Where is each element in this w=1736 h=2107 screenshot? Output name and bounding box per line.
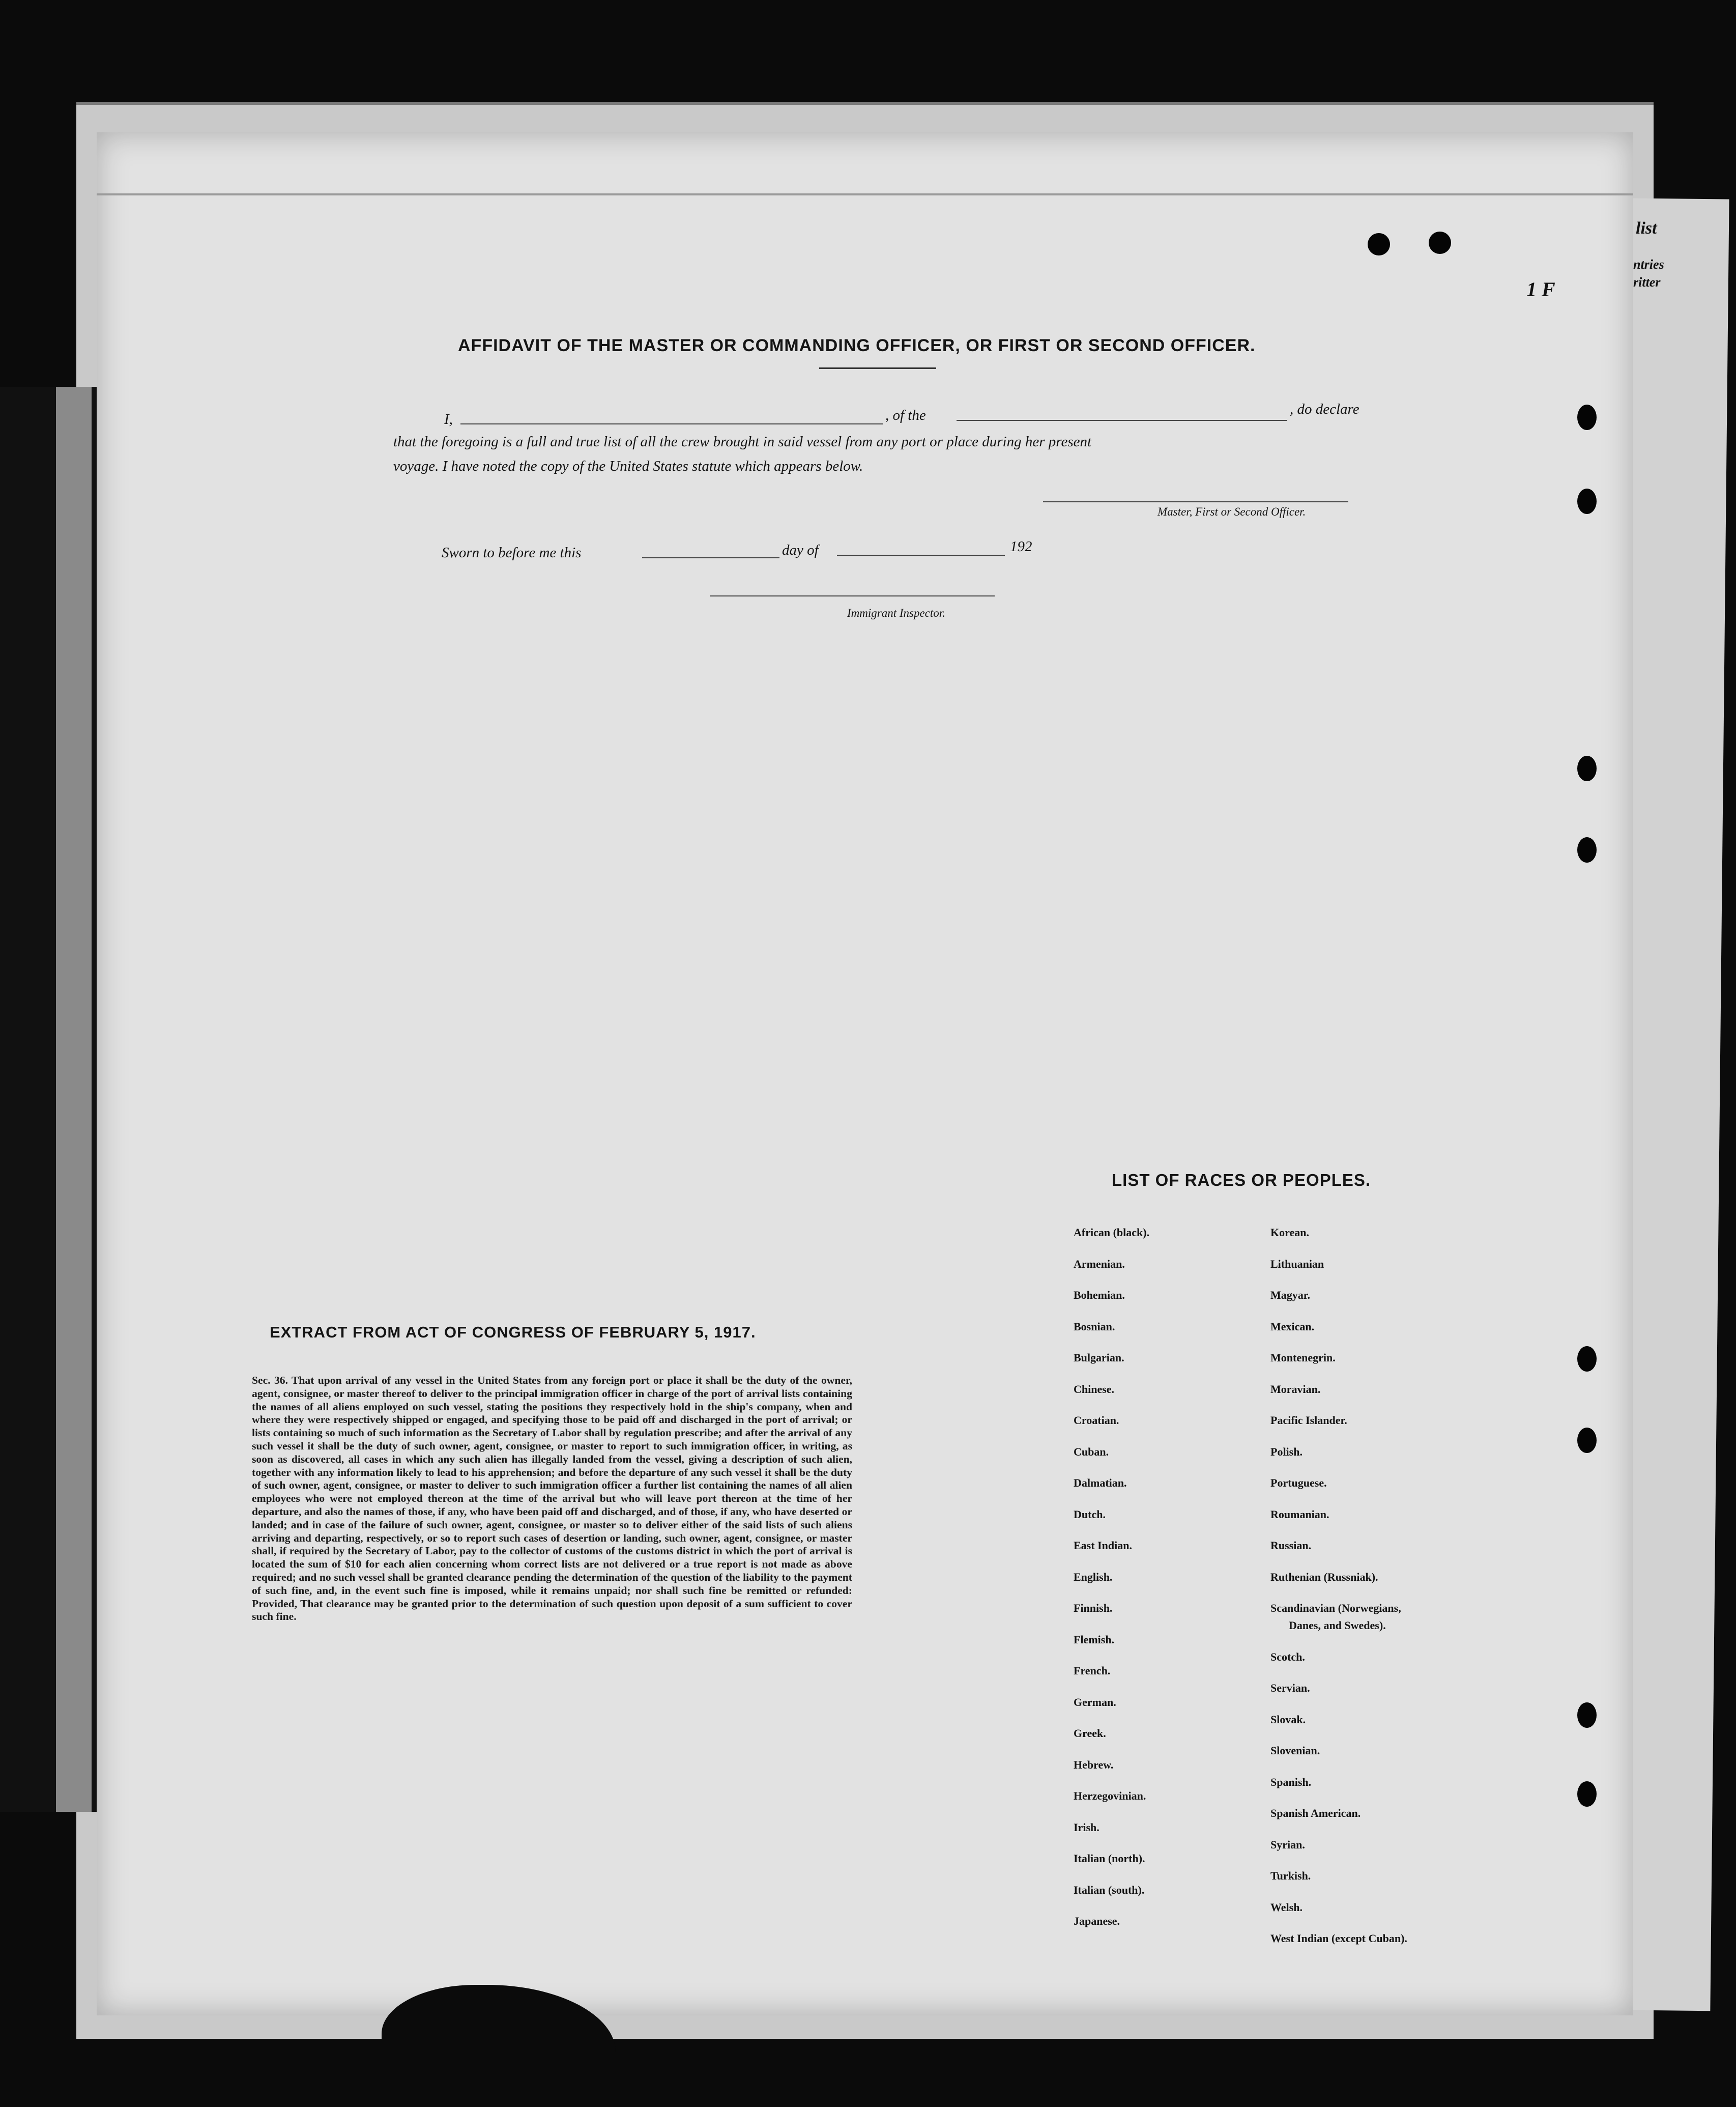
race-item: Irish. bbox=[1074, 1820, 1100, 1834]
affidavit-declare: , do declare bbox=[1290, 401, 1359, 417]
race-item: Slovak. bbox=[1270, 1713, 1306, 1726]
race-item: East Indian. bbox=[1074, 1539, 1132, 1552]
race-item: Spanish American. bbox=[1270, 1807, 1361, 1819]
race-item: Italian (south). bbox=[1074, 1883, 1145, 1896]
race-item: Armenian. bbox=[1074, 1257, 1125, 1270]
vessel-blank bbox=[957, 420, 1287, 421]
race-item: German. bbox=[1074, 1695, 1116, 1709]
race-item: Scotch. bbox=[1270, 1650, 1305, 1663]
race-item: Portuguese. bbox=[1270, 1476, 1327, 1489]
punch-hole bbox=[1577, 1428, 1597, 1453]
race-item: Scandinavian (Norwegians, bbox=[1270, 1602, 1401, 1614]
race-item: English. bbox=[1074, 1570, 1113, 1583]
margin-text: ntries bbox=[1633, 257, 1664, 272]
inspector-caption: Immigrant Inspector. bbox=[847, 607, 945, 619]
day-of: day of bbox=[782, 542, 819, 558]
month-blank bbox=[837, 555, 1005, 556]
margin-text: list bbox=[1636, 219, 1657, 238]
race-item: Bohemian. bbox=[1074, 1289, 1125, 1301]
statute-text: Sec. 36. That upon arrival of any vessel in the United States from any foreign port or place it shall be the duty of the owner, agent, consignee, or master thereof to deliver to the principal immigration officer in charge of the port of arrival lists containing the names of all aliens employed on such vessel, stating the positions they respectively hold in the ship's company, when and where they were respectively shipped or engaged, and specifying those to be paid off and discharged in the port of arrival; or lists containing so much of such information as the Secretary of Labor shall by regulation prescribe; and after the arrival of any such vessel it shall be the duty of such owner, agent, consignee, or master to report to such immigration officer, in writing, as soon as discovered, all cases in which any such alien has illegally landed from the vessel, giving a description of such alien, together with any information likely to lead to his apprehension; and before the departure of any such vessel it shall be the duty of such owner, agent, consignee, or master to deliver to such immigration officer a further list containing the names of all alien employees who were not employed thereon at the time of the arrival but who will leave port thereon at the time of her departure, and also the names of those, if any, who have been paid off and discharged, and of those, if any, who have deserted or landed; and in case of the failure of such owner, agent, consignee, or master so to deliver either of the said lists of such aliens arriving and departing, respectively, or so to report such cases of desertion or landing, such owner, agent, consignee, or master shall, if required by the Secretary of Labor, pay to the collector of customs of the customs district in which the port of arrival is located the sum of $10 for each alien concerning whom correct lists are not delivered or a true report is not made as above required; and no such vessel shall be granted clearance pending the determination of the question of the liability to the payment of such fine, and, in the event such fine is imposed, while it remains unpaid; nor shall such fine be remitted or refunded: Provided, That clearance may be granted prior to the determination of such question upon deposit of a sum sufficient to cover such fine. bbox=[252, 1374, 852, 1623]
left-edge-shadow bbox=[0, 387, 97, 1812]
races-right-column bbox=[1270, 1227, 1407, 1964]
race-item: Italian (north). bbox=[1074, 1852, 1145, 1865]
race-item: Danes, and Swedes). bbox=[1289, 1619, 1386, 1632]
race-item: Russian. bbox=[1270, 1539, 1312, 1552]
race-item: Cuban. bbox=[1074, 1445, 1109, 1458]
punch-hole bbox=[1577, 1702, 1597, 1728]
name-blank bbox=[460, 423, 883, 424]
punch-hole bbox=[1577, 756, 1597, 781]
race-item: Servian. bbox=[1270, 1682, 1310, 1694]
race-item: Polish. bbox=[1270, 1445, 1303, 1458]
punch-hole bbox=[1577, 837, 1597, 863]
punch-hole bbox=[1368, 233, 1390, 255]
affidavit-title: AFFIDAVIT OF THE MASTER OR COMMANDING OFFICER, OR FIRST OR SECOND OFFICER. bbox=[458, 336, 1256, 355]
race-item: Korean. bbox=[1270, 1226, 1309, 1239]
title-rule bbox=[819, 367, 936, 369]
race-item: Turkish. bbox=[1270, 1869, 1311, 1882]
master-caption: Master, First or Second Officer. bbox=[1158, 505, 1306, 518]
race-item: Greek. bbox=[1074, 1727, 1106, 1740]
race-item: Croatian. bbox=[1074, 1414, 1119, 1427]
race-item: Pacific Islander. bbox=[1270, 1414, 1347, 1427]
race-item: Japanese. bbox=[1074, 1915, 1120, 1927]
affidavit-of-the: , of the bbox=[885, 407, 926, 423]
race-item: Finnish. bbox=[1074, 1602, 1113, 1614]
affidavit-i: I, bbox=[444, 411, 453, 428]
race-item: French. bbox=[1074, 1664, 1111, 1677]
sworn-text: Sworn to before me this bbox=[442, 545, 582, 561]
race-item: Bulgarian. bbox=[1074, 1351, 1124, 1364]
punch-hole bbox=[1577, 489, 1597, 514]
extract-title: EXTRACT FROM ACT OF CONGRESS OF FEBRUARY 5, 1917. bbox=[270, 1323, 756, 1341]
race-item: Welsh. bbox=[1270, 1900, 1303, 1914]
races-title: LIST OF RACES OR PEOPLES. bbox=[1112, 1171, 1371, 1189]
race-item: Syrian. bbox=[1270, 1838, 1305, 1851]
race-item: Slovenian. bbox=[1270, 1744, 1320, 1757]
margin-text: ritter bbox=[1633, 275, 1661, 290]
race-item: Bosnian. bbox=[1074, 1320, 1115, 1333]
inspector-signature-line bbox=[710, 595, 995, 596]
race-item: Moravian. bbox=[1270, 1382, 1321, 1396]
day-blank bbox=[642, 557, 779, 558]
races-left-column bbox=[1074, 1227, 1149, 1947]
race-item: Chinese. bbox=[1074, 1382, 1115, 1396]
punch-hole bbox=[1429, 232, 1451, 254]
race-item: Montenegrin. bbox=[1270, 1351, 1336, 1364]
race-item: Roumanian. bbox=[1270, 1507, 1329, 1521]
race-item: Hebrew. bbox=[1074, 1758, 1114, 1771]
race-item: Spanish. bbox=[1270, 1775, 1312, 1788]
race-item: Dalmatian. bbox=[1074, 1476, 1127, 1489]
race-item: African (black). bbox=[1074, 1226, 1150, 1239]
race-item: West Indian (except Cuban). bbox=[1270, 1932, 1407, 1945]
race-item: Magyar. bbox=[1270, 1289, 1311, 1301]
race-item: Ruthenian (Russniak). bbox=[1270, 1570, 1378, 1583]
year: 192 bbox=[1010, 538, 1032, 555]
race-item: Dutch. bbox=[1074, 1507, 1106, 1521]
punch-hole bbox=[1577, 1346, 1597, 1372]
affidavit-line3: voyage. I have noted the copy of the United States statute which appears below. bbox=[393, 458, 863, 474]
master-signature-line bbox=[1043, 501, 1348, 502]
race-item: Flemish. bbox=[1074, 1633, 1115, 1646]
punch-hole bbox=[1577, 1781, 1597, 1807]
punch-hole bbox=[1577, 405, 1597, 430]
torn-corner bbox=[382, 1985, 616, 2107]
race-item: Herzegovinian. bbox=[1074, 1789, 1146, 1802]
affidavit-line2: that the foregoing is a full and true list of all the crew brought in said vessel from any port or place during her present bbox=[393, 434, 1092, 450]
race-item: Mexican. bbox=[1270, 1320, 1315, 1333]
race-item: Lithuanian bbox=[1270, 1257, 1324, 1270]
page-mark: 1 F bbox=[1526, 278, 1555, 301]
